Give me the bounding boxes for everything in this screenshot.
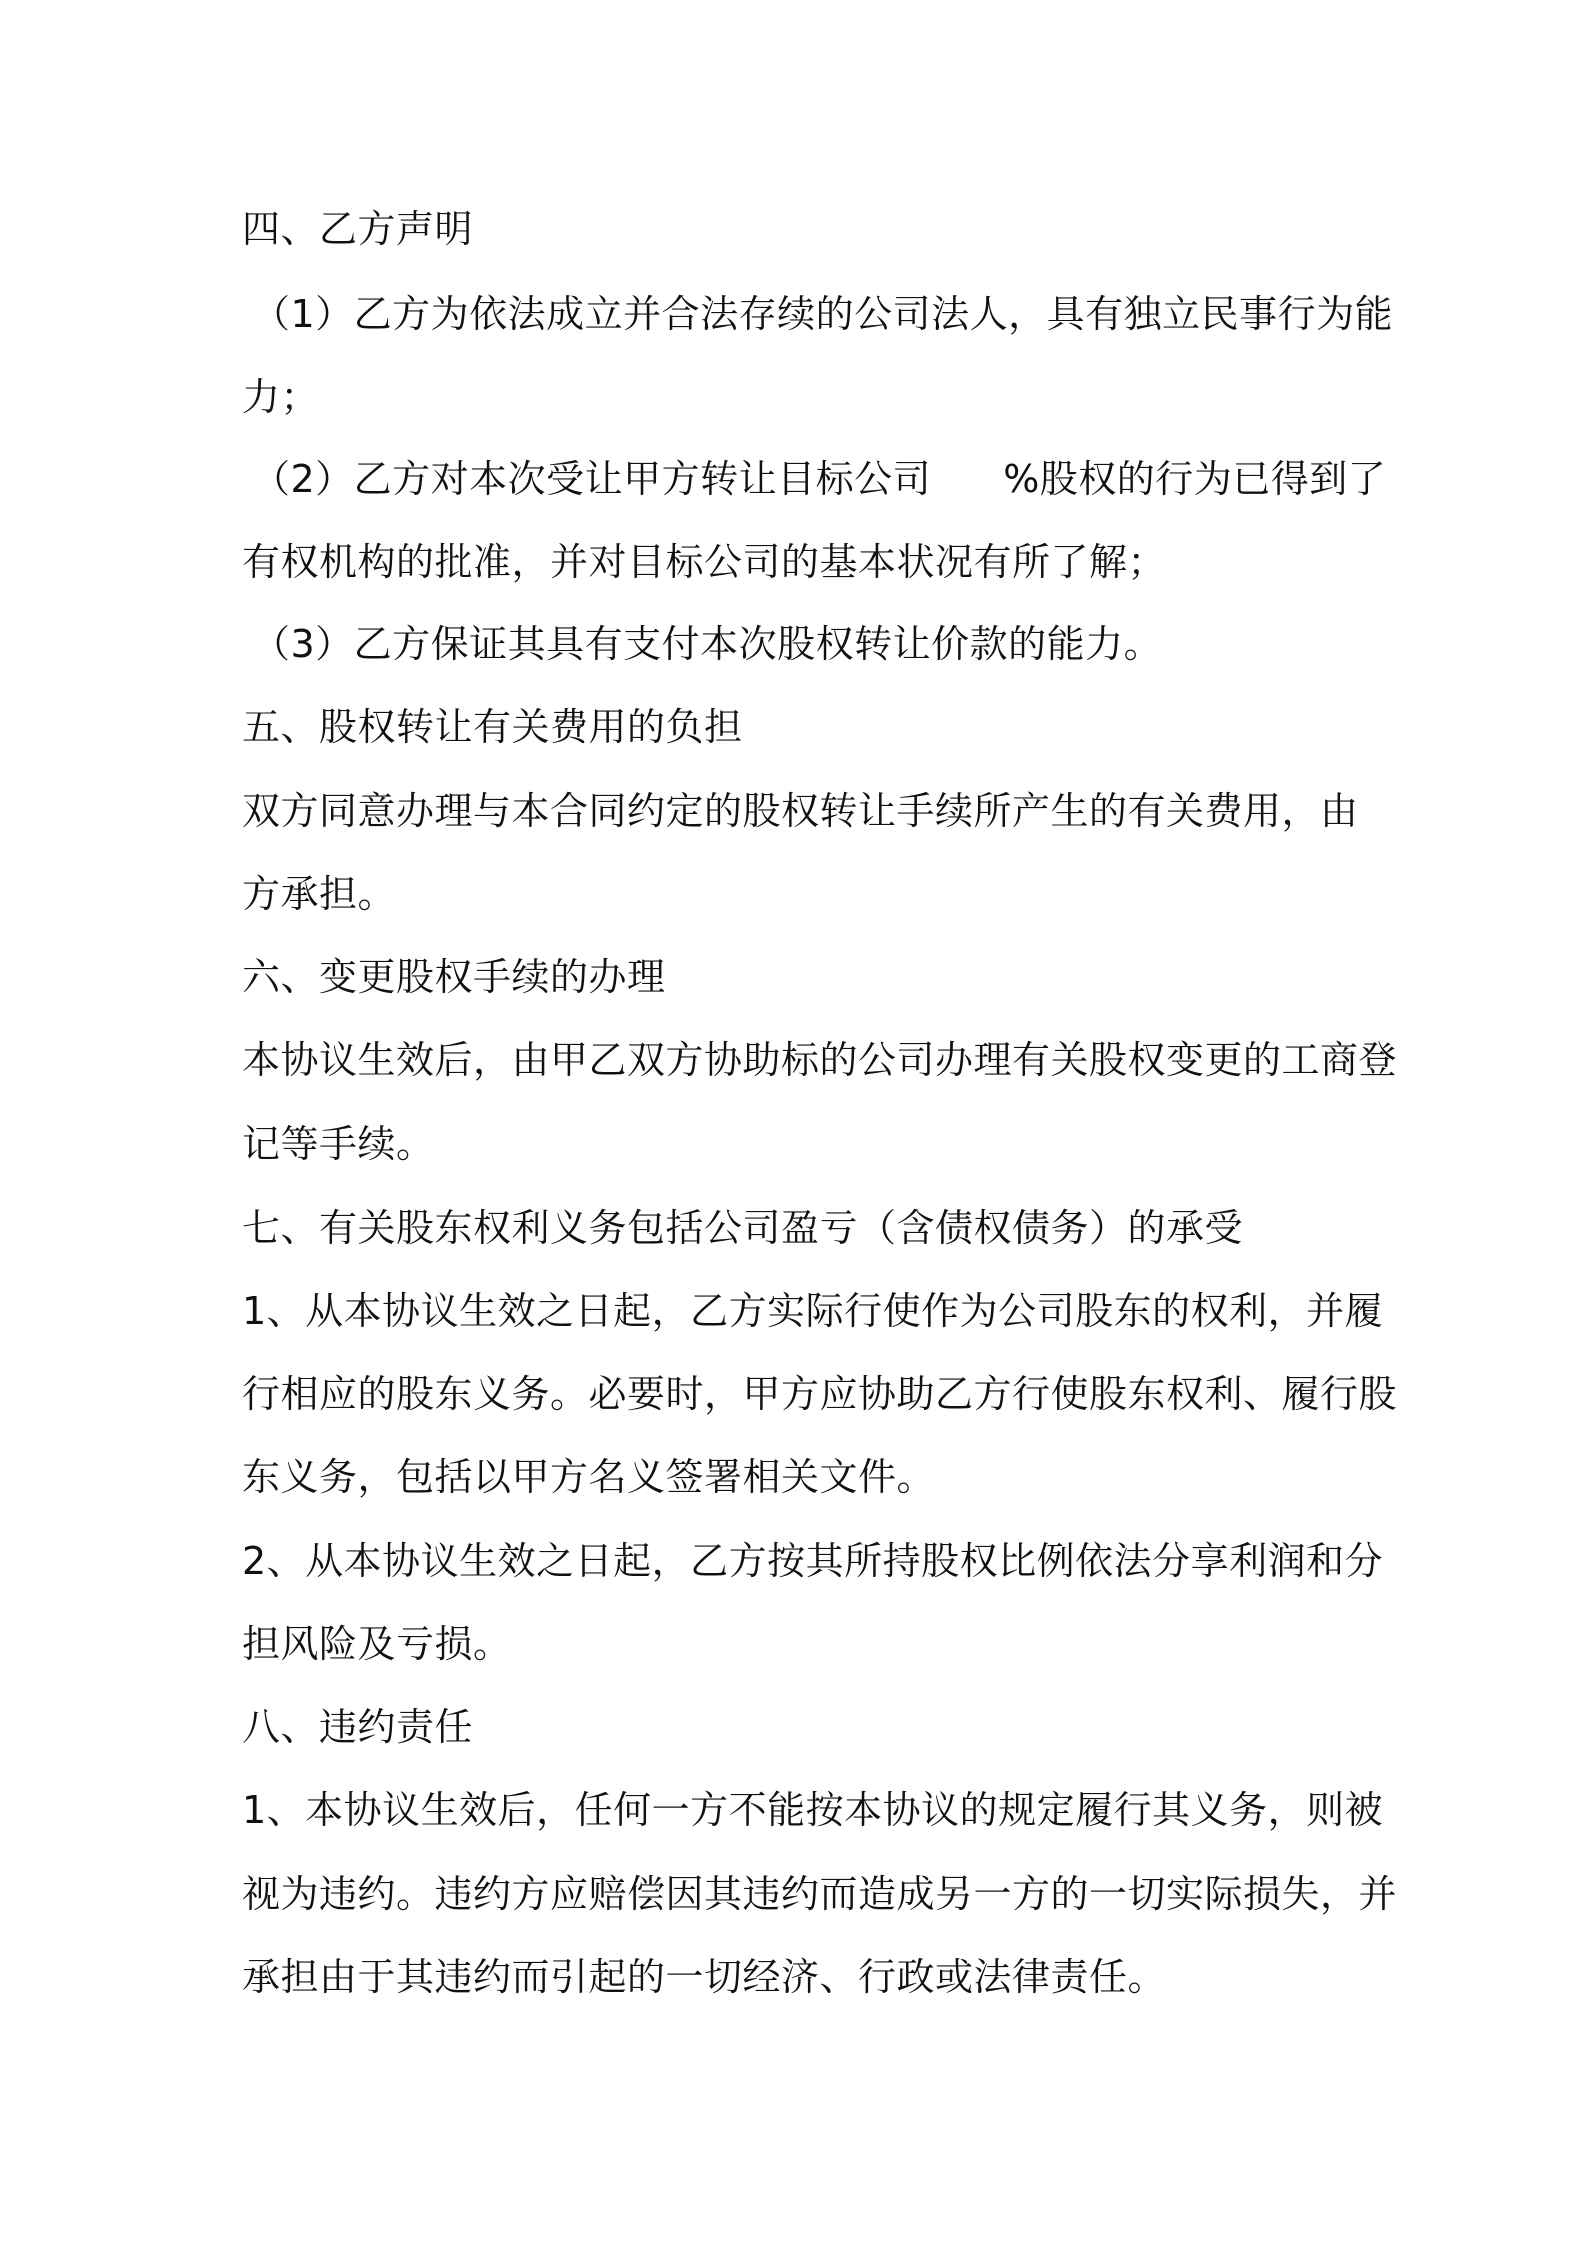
paragraph-line: 视为违约。违约方应赔偿因其违约而造成另一方的一切实际损失，并: [242, 1872, 1398, 1916]
paragraph-line: （1）乙方为依法成立并合法存续的公司法人，具有独立民事行为能: [252, 292, 1394, 336]
paragraph-line: 承担由于其违约而引起的一切经济、行政或法律责任。: [242, 1955, 1167, 1999]
paragraph-line: 行相应的股东义务。必要时，甲方应协助乙方行使股东权利、履行股: [242, 1372, 1398, 1416]
section-heading-6: 六、变更股权手续的办理: [242, 955, 666, 999]
paragraph-line: 2、从本协议生效之日起，乙方按其所持股权比例依法分享利润和分: [242, 1539, 1384, 1583]
paragraph-line: 担风险及亏损。: [242, 1622, 512, 1666]
paragraph-line: 有权机构的批准，并对目标公司的基本状况有所了解；: [242, 540, 1167, 584]
paragraph-line: 1、本协议生效后，任何一方不能按本协议的规定履行其义务，则被: [242, 1788, 1384, 1832]
section-heading-5: 五、股权转让有关费用的负担: [242, 705, 743, 749]
paragraph-line: 力；: [242, 375, 320, 419]
paragraph-text: %股权的行为已得到了: [1003, 457, 1387, 501]
section-heading-8: 八、违约责任: [242, 1705, 474, 1749]
paragraph-line: （3）乙方保证其具有支付本次股权转让价款的能力。: [252, 622, 1163, 666]
paragraph-text: （2）乙方对本次受让甲方转让目标公司: [252, 457, 932, 501]
section-heading-7: 七、有关股东权利义务包括公司盈亏（含债权债务）的承受: [242, 1206, 1244, 1250]
section-heading-4: 四、乙方声明: [242, 207, 474, 251]
paragraph-line: 东义务，包括以甲方名义签署相关文件。: [242, 1455, 936, 1499]
paragraph-line: 记等手续。: [242, 1122, 435, 1166]
paragraph-line: 本协议生效后，由甲乙双方协助标的公司办理有关股权变更的工商登: [242, 1038, 1398, 1082]
paragraph-line: 方承担。: [242, 872, 397, 916]
paragraph-line: [252, 455, 1386, 503]
paragraph-line: 1、从本协议生效之日起，乙方实际行使作为公司股东的权利，并履: [242, 1289, 1384, 1333]
paragraph-line: 双方同意办理与本合同约定的股权转让手续所产生的有关费用，由: [242, 789, 1359, 833]
